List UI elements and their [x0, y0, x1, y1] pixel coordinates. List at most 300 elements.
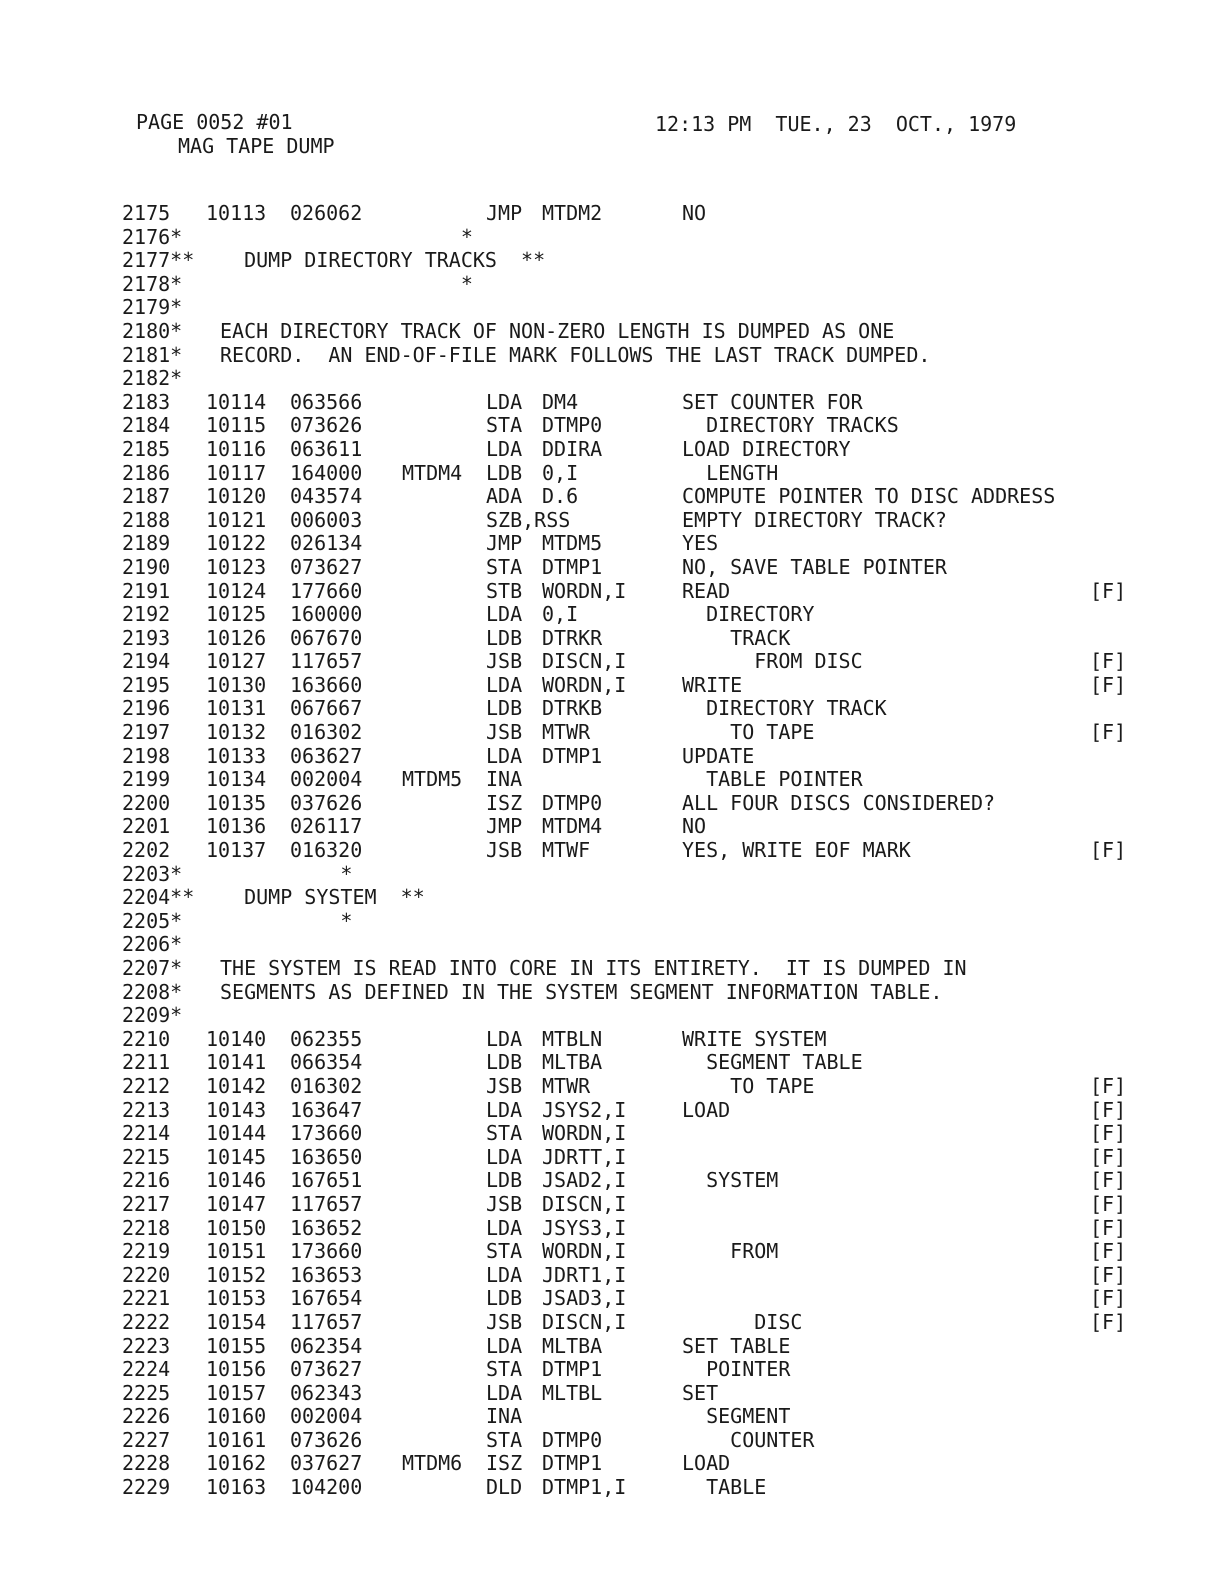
object-code: 063627: [290, 743, 363, 768]
listing-line: [122, 1476, 1142, 1500]
listing-line: [122, 344, 1142, 368]
opcode: JSB: [486, 1309, 523, 1334]
line-number: 2220: [122, 1262, 171, 1287]
listing-line: [122, 792, 1142, 816]
line-number: 2177**: [122, 248, 195, 273]
listing-line: [122, 981, 1142, 1005]
object-code: 002004: [290, 767, 363, 792]
object-code: 016302: [290, 720, 363, 745]
opcode: DLD: [486, 1475, 523, 1500]
operand: DTMP0: [542, 790, 603, 815]
flag-marker: [F]: [1090, 1097, 1127, 1122]
line-number: 2182*: [122, 366, 183, 391]
memory-address: 10156: [206, 1357, 267, 1382]
opcode: LDB: [486, 1286, 523, 1311]
opcode: STA: [486, 1239, 523, 1264]
operand: MTWF: [542, 838, 591, 863]
memory-address: 10134: [206, 767, 267, 792]
object-code: 073627: [290, 554, 363, 579]
line-number: 2208*: [122, 979, 183, 1004]
listing-line: [122, 485, 1142, 509]
listing-line: [122, 1405, 1142, 1429]
operand: DTRKR: [542, 625, 603, 650]
memory-address: 10136: [206, 814, 267, 839]
memory-address: 10153: [206, 1286, 267, 1311]
memory-address: 10115: [206, 413, 267, 438]
line-comment: TO TAPE: [682, 1073, 815, 1098]
memory-address: 10122: [206, 531, 267, 556]
memory-address: 10163: [206, 1475, 267, 1500]
comment-text: *: [220, 861, 353, 886]
operand: DTMP1: [542, 1451, 603, 1476]
line-comment: YES: [682, 531, 719, 556]
memory-address: 10130: [206, 672, 267, 697]
line-comment: LOAD: [682, 1451, 731, 1476]
line-number: 2197: [122, 720, 171, 745]
line-number: 2193: [122, 625, 171, 650]
line-comment: WRITE SYSTEM: [682, 1026, 827, 1051]
operand: MTBLN: [542, 1026, 603, 1051]
memory-address: 10150: [206, 1215, 267, 1240]
listing-line: [122, 957, 1142, 981]
operand: MTWR: [542, 720, 591, 745]
opcode: LDB: [486, 625, 523, 650]
listing-line: [122, 815, 1142, 839]
line-comment: SYSTEM: [682, 1168, 779, 1193]
memory-address: 10132: [206, 720, 267, 745]
listing-line: [122, 1287, 1142, 1311]
listing-line: [122, 627, 1142, 651]
listing-line: [122, 1122, 1142, 1146]
flag-marker: [F]: [1090, 1239, 1127, 1264]
assembly-listing: [122, 202, 1142, 1500]
memory-address: 10152: [206, 1262, 267, 1287]
memory-address: 10143: [206, 1097, 267, 1122]
object-code: 006003: [290, 507, 363, 532]
object-code: 063566: [290, 389, 363, 414]
line-number: 2202: [122, 838, 171, 863]
line-comment: FROM: [682, 1239, 779, 1264]
operand: MLTBL: [542, 1380, 603, 1405]
operand: DTMP1,I: [542, 1475, 627, 1500]
operand: MTDM2: [542, 201, 603, 225]
listing-line: [122, 910, 1142, 934]
opcode: ADA: [486, 484, 523, 509]
flag-marker: [F]: [1090, 1215, 1127, 1240]
line-number: 2213: [122, 1097, 171, 1122]
line-number: 2175: [122, 201, 171, 225]
object-code: 063611: [290, 436, 363, 461]
print-datetime: 12:13 PM TUE., 23 OCT., 1979: [655, 112, 1017, 136]
object-code: 073627: [290, 1357, 363, 1382]
object-code: 016302: [290, 1073, 363, 1098]
memory-address: 10120: [206, 484, 267, 509]
line-number: 2217: [122, 1191, 171, 1216]
memory-address: 10162: [206, 1451, 267, 1476]
memory-address: 10126: [206, 625, 267, 650]
line-comment: DIRECTORY: [682, 602, 815, 627]
line-number: 2201: [122, 814, 171, 839]
operand: MLTBA: [542, 1333, 603, 1358]
listing-line: [122, 1240, 1142, 1264]
line-comment: LOAD: [682, 1097, 731, 1122]
object-code: 167654: [290, 1286, 363, 1311]
listing-line: [122, 532, 1142, 556]
listing-line: [122, 367, 1142, 391]
operand: JSAD3,I: [542, 1286, 627, 1311]
line-number: 2225: [122, 1380, 171, 1405]
listing-line: [122, 273, 1142, 297]
line-comment: DIRECTORY TRACKS: [682, 413, 899, 438]
line-comment: SET TABLE: [682, 1333, 791, 1358]
operand: JSYS2,I: [542, 1097, 627, 1122]
label: MTDM6: [402, 1451, 463, 1476]
listing-line: [122, 249, 1142, 273]
opcode: INA: [486, 767, 523, 792]
operand: 0,I: [542, 460, 579, 485]
line-number: 2189: [122, 531, 171, 556]
line-number: 2228: [122, 1451, 171, 1476]
memory-address: 10117: [206, 460, 267, 485]
listing-line: [122, 414, 1142, 438]
object-code: 177660: [290, 578, 363, 603]
line-number: 2203*: [122, 861, 183, 886]
listing-line: [122, 1146, 1142, 1170]
comment-text: EACH DIRECTORY TRACK OF NON-ZERO LENGTH IS DUMPED AS ONE: [220, 318, 895, 343]
object-code: 026117: [290, 814, 363, 839]
line-comment: YES, WRITE EOF MARK: [682, 838, 911, 863]
line-number: 2211: [122, 1050, 171, 1075]
opcode: STA: [486, 1357, 523, 1382]
listing-line: [122, 1358, 1142, 1382]
operand: JSAD2,I: [542, 1168, 627, 1193]
flag-marker: [F]: [1090, 1191, 1127, 1216]
line-comment: TO TAPE: [682, 720, 815, 745]
document-title: MAG TAPE DUMP: [178, 134, 335, 158]
flag-marker: [F]: [1090, 1073, 1127, 1098]
operand: D.6: [542, 484, 579, 509]
opcode: JSB: [486, 1191, 523, 1216]
opcode: ISZ: [486, 1451, 523, 1476]
line-number: 2179*: [122, 295, 183, 320]
operand: DTMP1: [542, 554, 603, 579]
object-code: 062355: [290, 1026, 363, 1051]
flag-marker: [F]: [1090, 720, 1127, 745]
opcode: LDA: [486, 1380, 523, 1405]
memory-address: 10161: [206, 1427, 267, 1452]
memory-address: 10155: [206, 1333, 267, 1358]
object-code: 073626: [290, 413, 363, 438]
memory-address: 10146: [206, 1168, 267, 1193]
line-number: 2180*: [122, 318, 183, 343]
line-number: 2205*: [122, 908, 183, 933]
object-code: 163652: [290, 1215, 363, 1240]
object-code: 066354: [290, 1050, 363, 1075]
line-comment: NO: [682, 201, 707, 225]
listing-line: [122, 1452, 1142, 1476]
line-number: 2222: [122, 1309, 171, 1334]
comment-text: DUMP SYSTEM **: [220, 885, 425, 910]
object-code: 104200: [290, 1475, 363, 1500]
line-number: 2215: [122, 1144, 171, 1169]
object-code: 026062: [290, 201, 363, 225]
opcode: LDA: [486, 672, 523, 697]
opcode: LDB: [486, 460, 523, 485]
memory-address: 10157: [206, 1380, 267, 1405]
line-comment: POINTER: [682, 1357, 791, 1382]
line-number: 2216: [122, 1168, 171, 1193]
comment-text: SEGMENTS AS DEFINED IN THE SYSTEM SEGMENT INFORMATION TABLE.: [220, 979, 943, 1004]
line-number: 2185: [122, 436, 171, 461]
line-number: 2200: [122, 790, 171, 815]
memory-address: 10114: [206, 389, 267, 414]
opcode: SZB,RSS: [486, 507, 571, 532]
opcode: LDA: [486, 1097, 523, 1122]
opcode: STA: [486, 1121, 523, 1146]
line-number: 2194: [122, 649, 171, 674]
listing-line: [122, 745, 1142, 769]
opcode: JSB: [486, 720, 523, 745]
line-number: 2198: [122, 743, 171, 768]
operand: 0,I: [542, 602, 579, 627]
line-number: 2223: [122, 1333, 171, 1358]
line-comment: SEGMENT TABLE: [682, 1050, 863, 1075]
listing-line: [122, 1099, 1142, 1123]
label: MTDM4: [402, 460, 463, 485]
line-number: 2209*: [122, 1003, 183, 1028]
object-code: 026134: [290, 531, 363, 556]
flag-marker: [F]: [1090, 1309, 1127, 1334]
opcode: STA: [486, 413, 523, 438]
memory-address: 10154: [206, 1309, 267, 1334]
line-comment: NO, SAVE TABLE POINTER: [682, 554, 947, 579]
object-code: 173660: [290, 1121, 363, 1146]
comment-text: THE SYSTEM IS READ INTO CORE IN ITS ENTIRETY. IT IS DUMPED IN: [220, 956, 967, 980]
comment-text: DUMP DIRECTORY TRACKS **: [220, 248, 546, 273]
opcode: LDA: [486, 1215, 523, 1240]
comment-text: RECORD. AN END-OF-FILE MARK FOLLOWS THE LAST TRACK DUMPED.: [220, 342, 931, 367]
line-comment: READ: [682, 578, 731, 603]
memory-address: 10140: [206, 1026, 267, 1051]
operand: DTRKB: [542, 696, 603, 721]
opcode: JSB: [486, 1073, 523, 1098]
flag-marker: [F]: [1090, 1286, 1127, 1311]
object-code: 037627: [290, 1451, 363, 1476]
opcode: LDA: [486, 436, 523, 461]
operand: MTDM4: [542, 814, 603, 839]
opcode: LDB: [486, 1050, 523, 1075]
listing-line: [122, 603, 1142, 627]
line-number: 2178*: [122, 271, 183, 296]
flag-marker: [F]: [1090, 578, 1127, 603]
object-code: 163650: [290, 1144, 363, 1169]
memory-address: 10145: [206, 1144, 267, 1169]
listing-line: [122, 1382, 1142, 1406]
memory-address: 10116: [206, 436, 267, 461]
line-number: 2183: [122, 389, 171, 414]
object-code: 163660: [290, 672, 363, 697]
operand: DISCN,I: [542, 1191, 627, 1216]
memory-address: 10147: [206, 1191, 267, 1216]
line-number: 2186: [122, 460, 171, 485]
operand: DTMP0: [542, 413, 603, 438]
memory-address: 10127: [206, 649, 267, 674]
listing-line: [122, 1075, 1142, 1099]
operand: WORDN,I: [542, 1121, 627, 1146]
memory-address: 10113: [206, 201, 267, 225]
line-number: 2221: [122, 1286, 171, 1311]
memory-address: 10160: [206, 1404, 267, 1429]
opcode: LDA: [486, 1262, 523, 1287]
listing-line: [122, 296, 1142, 320]
line-comment: LENGTH: [682, 460, 779, 485]
opcode: ISZ: [486, 790, 523, 815]
memory-address: 10133: [206, 743, 267, 768]
operand: JSYS3,I: [542, 1215, 627, 1240]
line-number: 2187: [122, 484, 171, 509]
object-code: 062354: [290, 1333, 363, 1358]
listing-line: [122, 674, 1142, 698]
flag-marker: [F]: [1090, 1144, 1127, 1169]
line-number: 2206*: [122, 932, 183, 957]
opcode: LDB: [486, 696, 523, 721]
memory-address: 10144: [206, 1121, 267, 1146]
page-number: PAGE 0052 #01: [136, 110, 293, 134]
listing-line: [122, 933, 1142, 957]
opcode: LDB: [486, 1168, 523, 1193]
opcode: JSB: [486, 649, 523, 674]
line-comment: SET COUNTER FOR: [682, 389, 863, 414]
object-code: 167651: [290, 1168, 363, 1193]
opcode: STA: [486, 554, 523, 579]
line-number: 2214: [122, 1121, 171, 1146]
line-number: 2226: [122, 1404, 171, 1429]
memory-address: 10125: [206, 602, 267, 627]
comment-text: *: [220, 271, 473, 296]
flag-marker: [F]: [1090, 1168, 1127, 1193]
flag-marker: [F]: [1090, 649, 1127, 674]
listing-line: [122, 1051, 1142, 1075]
operand: DTMP0: [542, 1427, 603, 1452]
label: MTDM5: [402, 767, 463, 792]
listing-line: [122, 1264, 1142, 1288]
listing-line: [122, 1028, 1142, 1052]
listing-line: [122, 462, 1142, 486]
line-number: 2176*: [122, 224, 183, 249]
line-number: 2204**: [122, 885, 195, 910]
object-code: 002004: [290, 1404, 363, 1429]
operand: WORDN,I: [542, 672, 627, 697]
memory-address: 10123: [206, 554, 267, 579]
line-comment: DISC: [682, 1309, 803, 1334]
object-code: 117657: [290, 1309, 363, 1334]
line-number: 2219: [122, 1239, 171, 1264]
object-code: 067667: [290, 696, 363, 721]
line-number: 2190: [122, 554, 171, 579]
line-comment: WRITE: [682, 672, 743, 697]
line-comment: TABLE POINTER: [682, 767, 863, 792]
line-comment: TABLE: [682, 1475, 767, 1500]
operand: MLTBA: [542, 1050, 603, 1075]
object-code: 160000: [290, 602, 363, 627]
operand: DM4: [542, 389, 579, 414]
listing-line: [122, 1429, 1142, 1453]
operand: WORDN,I: [542, 578, 627, 603]
listing-line: [122, 391, 1142, 415]
operand: JDRT1,I: [542, 1262, 627, 1287]
opcode: JMP: [486, 814, 523, 839]
listing-line: [122, 1169, 1142, 1193]
line-comment: COMPUTE POINTER TO DISC ADDRESS: [682, 484, 1056, 509]
operand: MTDM5: [542, 531, 603, 556]
object-code: 117657: [290, 1191, 363, 1216]
listing-line: [122, 509, 1142, 533]
object-code: 073626: [290, 1427, 363, 1452]
line-number: 2199: [122, 767, 171, 792]
comment-text: *: [220, 224, 473, 249]
operand: DTMP1: [542, 1357, 603, 1382]
line-comment: ALL FOUR DISCS CONSIDERED?: [682, 790, 996, 815]
operand: DISCN,I: [542, 1309, 627, 1334]
listing-line: [122, 1193, 1142, 1217]
line-comment: DIRECTORY TRACK: [682, 696, 887, 721]
listing-line: [122, 438, 1142, 462]
operand: MTWR: [542, 1073, 591, 1098]
listing-line: [122, 1004, 1142, 1028]
opcode: LDA: [486, 1026, 523, 1051]
operand: DDIRA: [542, 436, 603, 461]
object-code: 164000: [290, 460, 363, 485]
line-comment: NO: [682, 814, 707, 839]
object-code: 016320: [290, 838, 363, 863]
line-number: 2195: [122, 672, 171, 697]
opcode: LDA: [486, 389, 523, 414]
opcode: LDA: [486, 1333, 523, 1358]
line-number: 2210: [122, 1026, 171, 1051]
object-code: 163647: [290, 1097, 363, 1122]
opcode: JMP: [486, 531, 523, 556]
line-comment: TRACK: [682, 625, 791, 650]
memory-address: 10131: [206, 696, 267, 721]
opcode: JMP: [486, 201, 523, 225]
line-number: 2196: [122, 696, 171, 721]
flag-marker: [F]: [1090, 1262, 1127, 1287]
opcode: STB: [486, 578, 523, 603]
listing-line: [122, 886, 1142, 910]
comment-text: *: [220, 908, 353, 933]
memory-address: 10142: [206, 1073, 267, 1098]
memory-address: 10151: [206, 1239, 267, 1264]
line-number: 2192: [122, 602, 171, 627]
line-number: 2229: [122, 1475, 171, 1500]
opcode: STA: [486, 1427, 523, 1452]
object-code: 117657: [290, 649, 363, 674]
object-code: 037626: [290, 790, 363, 815]
listing-line: [122, 650, 1142, 674]
listing-line: [122, 1217, 1142, 1241]
line-number: 2207*: [122, 956, 183, 980]
flag-marker: [F]: [1090, 838, 1127, 863]
operand: WORDN,I: [542, 1239, 627, 1264]
line-comment: SET: [682, 1380, 719, 1405]
listing-line: [122, 226, 1142, 250]
line-comment: UPDATE: [682, 743, 755, 768]
opcode: JSB: [486, 838, 523, 863]
line-comment: LOAD DIRECTORY: [682, 436, 851, 461]
listing-line: [122, 863, 1142, 887]
listing-line: [122, 768, 1142, 792]
memory-address: 10141: [206, 1050, 267, 1075]
